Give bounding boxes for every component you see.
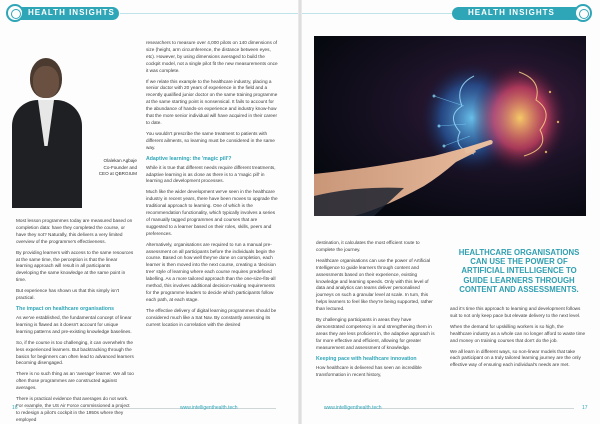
footer-url: www.intelligenthealth.tech xyxy=(180,405,238,411)
paragraph: Alternatively, organisations are required to run a manual pre-assessment on all participants before the individuals begin the course. Based on how well they've done on completion, each learner is then moved into the next course, creating a 'decision tree' style of learning where each course requires predefined labelling. As a more tailored approach than the one-size-fits-all method, this involves additional decision-making requirements for the programme leaders to decide which participants follow each path, at each stage. xyxy=(146,241,276,302)
footer-rule xyxy=(26,408,276,409)
header-title: HEALTH INSIGHTS xyxy=(28,8,115,17)
paragraph: researchers to measure over 4,000 pilots on 140 dimensions of size (height, arm circumference, the distance between eyes, etc). However, by using dimensions averaged to build the cockpit model, not a single pilot fit the new measurements once it was complete. xyxy=(146,40,278,73)
paragraph: The effective delivery of digital learning programmes should be considered much like a Sat Nav. By constantly assessing its current location in correlation with the desired xyxy=(146,307,277,327)
author-portrait xyxy=(8,40,86,208)
paragraph: While it is true that different needs require different treatments, adaptive learning is as close as there is to a 'magic pill' in learning and development processes. xyxy=(146,164,276,184)
paragraph: If we relate this example to the healthcare industry, placing a senior doctor with 20 years of experience in the field and a recently qualified junior doctor on the same training programme at the same starting point is nonsensical. It fails to account for the abundance of hands-on experience and industry know-how that the more senior individual will have acquired in their career to date. xyxy=(146,78,278,125)
paragraph: You wouldn't prescribe the same treatment to patients with different ailments, so learning must be considered in the same way. xyxy=(146,130,275,150)
section-heading: Keeping pace with healthcare innovation xyxy=(316,355,417,362)
paragraph: There is no such thing as an 'average' learner. We all too often those programmes are constructed against averages. xyxy=(16,371,134,391)
header-title: HEALTH INSIGHTS xyxy=(468,8,555,17)
header-rule xyxy=(302,13,452,14)
spine-gutter xyxy=(298,0,302,424)
paragraph: As we've established, the fundamental concept of linear learning is flawed as it doesn't account for unique learning patterns and pre-existing knowledge baselines. xyxy=(16,314,132,334)
paragraph: destination, it calculates the most efficient route to complete the journey. xyxy=(316,240,420,252)
paragraph: We all learn in different ways, so non-linear models that take each participant on a truly tailored learning journey are the only effective way of ensuring each individual's needs are met. xyxy=(450,348,581,368)
paragraph: By providing learners with access to the same resources at the same time, the perception is that the linear learning approach will result in all participants developing the same knowledge at the same point in time. xyxy=(16,249,134,283)
left-column-1 xyxy=(16,218,134,424)
paragraph: Most lesson programmes today are measured based on completion data: have they completed the course, or have they not? Naturally, this delivers a very limited overview of the programme's effectiveness. xyxy=(16,218,133,244)
paragraph: So, if the course is too challenging, it can overwhelm the less experienced learners. But backtracking through the basics for beginners can often lead to advanced learners becoming disengaged. xyxy=(16,339,134,366)
paragraph: By challenging participants in areas they have demonstrated competency in and strengthening them in areas they are less proficient in, the adaptive approach is far more effective and efficient, allowing for greater measurement and assessment of knowledge. xyxy=(316,317,435,350)
paragraph: Much like the wider development we've seen in the healthcare industry in recent years, there have been moves to upgrade the traditional approach to learning. One of which is the recommendation functionality, which typically involves a series of manually tagged programmes and courses that are suggested to a learner based on their roles, skills, peers and preferences. xyxy=(146,189,278,236)
brain-illustration xyxy=(314,36,586,216)
header-badge xyxy=(14,7,119,20)
paragraph: Healthcare organisations can use the power of Artificial Intelligence to guide learners through content and assessments based on their experience, existing knowledge and learning speeds. Only with this level of data and analytics can teams deliver personalised journeys on such a granular level at scale. In turn, this helps learners to feel like they're being supported, rather than lectured. xyxy=(316,257,433,312)
paragraph: When the demand for upskilling workers is so high, the healthcare industry as a whole can no longer afford to waste time and money on training courses that don't do the job. xyxy=(450,323,586,343)
header-badge xyxy=(452,7,582,20)
page-number: 17 xyxy=(582,405,588,411)
portrait-caption: Olalekan Agbaje Co-Founder and CEO at QBRGIUM xyxy=(98,158,137,176)
pull-quote: HEALTHCARE ORGANISATIONS CAN USE THE POWER OF ARTIFICIAL INTELLIGENCE TO GUIDE LEARNERS THROUGH CONTENT AND ASSESSMENTS. xyxy=(458,248,580,294)
right-column-2 xyxy=(450,306,586,373)
paragraph: There is practical evidence that averages do not work. For example, the US Air Force commissioned a project to redesign a pilot's cockpit in the 1950s where they employed xyxy=(16,396,130,422)
stethoscope-icon xyxy=(6,4,24,22)
section-heading: The impact on healthcare organisations xyxy=(16,305,115,312)
paragraph: and it's time this approach to learning and development follows suit to not only keep pace but elevate delivery to the next level. xyxy=(450,306,581,318)
paragraph: How healthcare is delivered has seen an incredible transformation in recent history, xyxy=(316,364,422,377)
ai-brain-hand-image xyxy=(314,36,586,216)
header-rule xyxy=(120,13,298,14)
right-page xyxy=(300,0,600,424)
right-column-1 xyxy=(316,240,436,382)
left-column-2 xyxy=(146,40,280,333)
paragraph: But experience has shown us that this simply isn't practical. xyxy=(16,288,120,301)
section-heading: Adaptive learning: the 'magic pill'? xyxy=(146,155,232,162)
page-number: 16 xyxy=(12,405,18,411)
footer-url: www.intelligenthealth.tech xyxy=(324,405,382,411)
stethoscope-icon xyxy=(574,4,592,22)
